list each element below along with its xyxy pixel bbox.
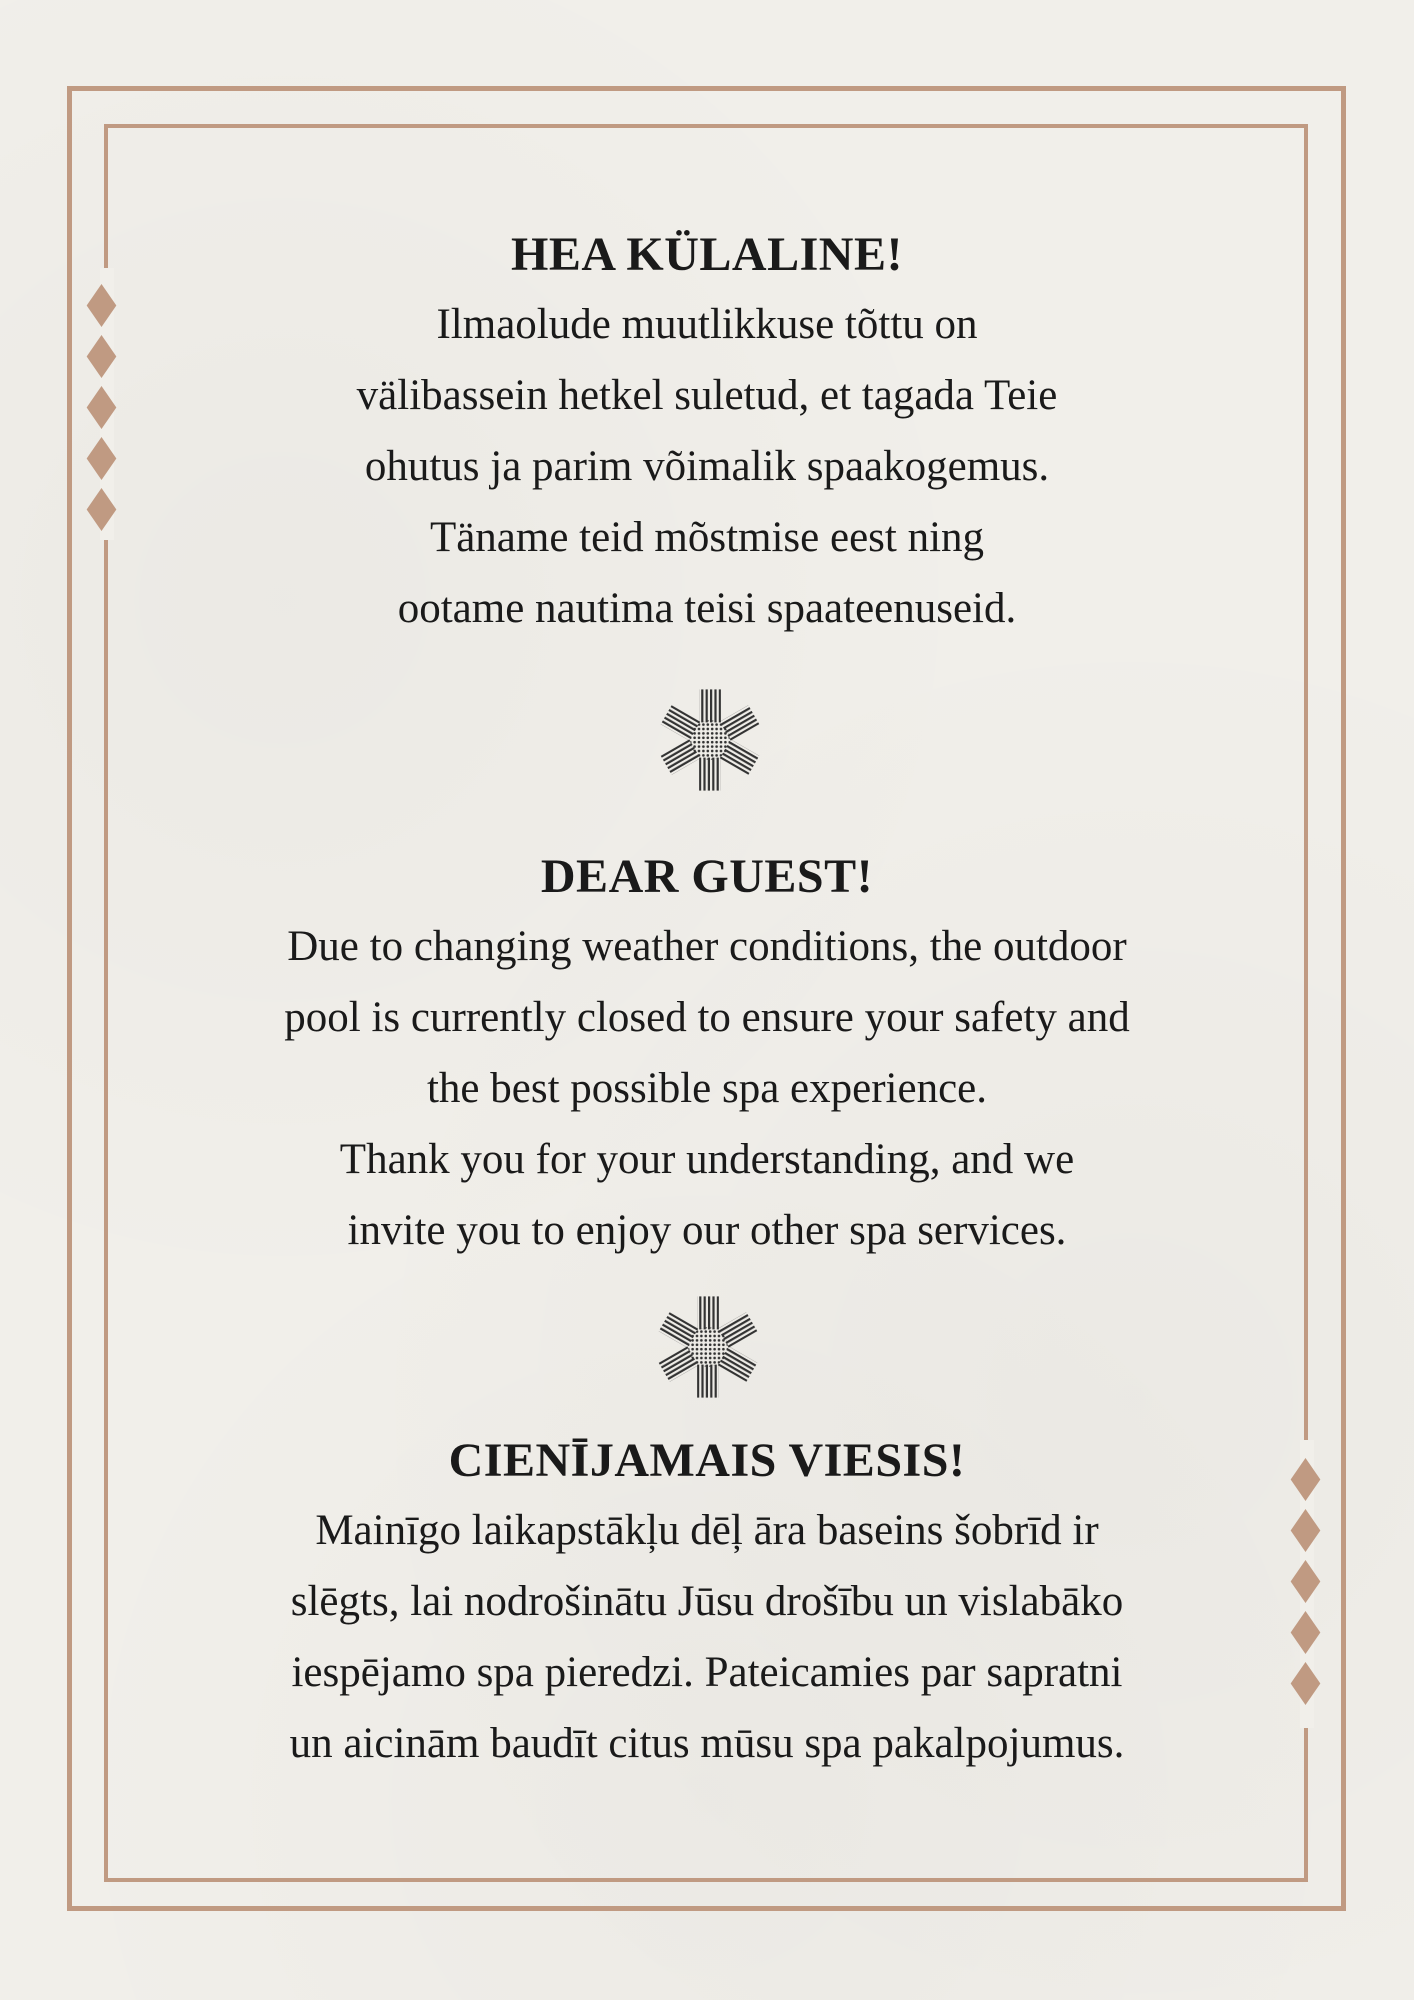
section-english — [140, 849, 1274, 1266]
right-diamond-column — [1295, 1454, 1316, 1709]
diamond-icon — [1291, 1611, 1321, 1654]
body-line: invite you to enjoy our other spa services. — [347, 1207, 1067, 1254]
left-diamond-column — [91, 280, 112, 535]
body-line: pool is currently closed to ensure your safety and — [284, 994, 1130, 1041]
diamond-icon — [1291, 1458, 1321, 1501]
body-line: Mainīgo laikapstākļu dēļ āra baseins šobrīd ir — [315, 1507, 1099, 1554]
body-line: un aicinām baudīt citus mūsu spa pakalpojumus. — [289, 1720, 1125, 1767]
body-line: Ilmaolude muutlikkuse tõttu on — [436, 301, 978, 348]
body-line: Due to changing weather conditions, the outdoor — [287, 923, 1127, 970]
diamond-icon — [87, 386, 117, 429]
diamond-icon — [87, 335, 117, 378]
section-estonian — [140, 227, 1274, 644]
striped-flower-icon — [655, 685, 765, 795]
body-line: slēgts, lai nodrošinātu Jūsu drošību un vislabāko — [290, 1578, 1124, 1625]
body-latvian — [140, 1495, 1274, 1779]
body-line: Thank you for your understanding, and we — [339, 1136, 1075, 1183]
diamond-icon — [1291, 1662, 1321, 1705]
body-line: the best possible spa experience. — [426, 1065, 987, 1112]
diamond-icon — [1291, 1560, 1321, 1603]
body-line: iespējamo spa pieredzi. Pateicamies par sapratni — [291, 1649, 1123, 1696]
body-line: ohutus ja parim võimalik spaakogemus. — [364, 443, 1050, 490]
body-english — [140, 911, 1274, 1266]
diamond-icon — [87, 488, 117, 531]
heading-english: DEAR GUEST! — [540, 850, 874, 903]
body-line: ootame nautima teisi spaateenuseid. — [397, 585, 1017, 632]
diamond-icon — [87, 437, 117, 480]
body-line: välibassein hetkel suletud, et tagada Teie — [356, 372, 1058, 419]
body-line: Täname teid mõstmise eest ning — [429, 514, 985, 561]
striped-flower-icon — [653, 1292, 763, 1402]
section-latvian — [140, 1433, 1274, 1779]
body-estonian — [140, 289, 1274, 644]
diamond-icon — [1291, 1509, 1321, 1552]
heading-latvian: CIENĪJAMAIS VIESIS! — [448, 1434, 966, 1487]
diamond-icon — [87, 284, 117, 327]
heading-estonian: HEA KÜLALINE! — [511, 228, 903, 281]
